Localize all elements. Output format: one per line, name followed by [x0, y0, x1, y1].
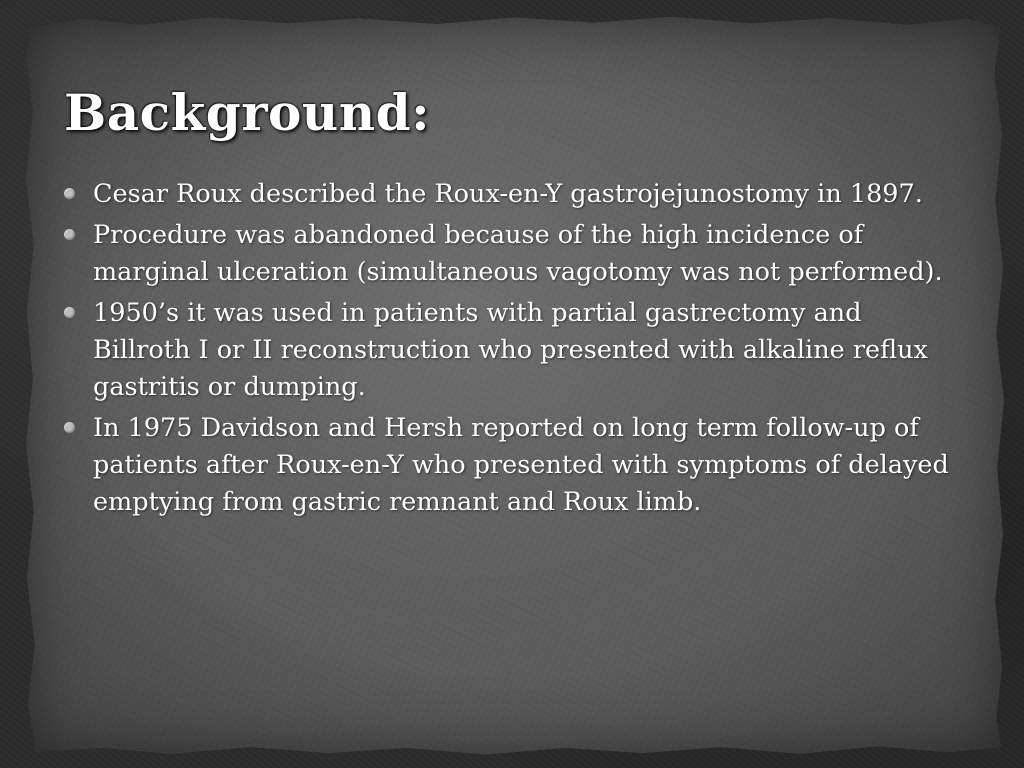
- bullet-text: In 1975 Davidson and Hersh reported on long term follow-up of patients after Roux-en-Y who presented with symptoms of delayed emptying from gastric remnant and Roux limb.: [93, 413, 949, 517]
- bullet-item: [64, 410, 964, 521]
- slide-title: Background:: [64, 83, 431, 142]
- bullet-text: 1950’s it was used in patients with partial gastrectomy and Billroth I or II reconstruction who presented with alkaline reflux gastritis or dumping.: [93, 298, 928, 402]
- bullet-text: Cesar Roux described the Roux-en-Y gastrojejunostomy in 1897.: [93, 179, 923, 209]
- bullet-dot-icon: [64, 229, 75, 240]
- bullet-dot-icon: [64, 422, 75, 433]
- bullet-text: Procedure was abandoned because of the high incidence of marginal ulceration (simultaneous vagotomy was not performed).: [93, 220, 943, 287]
- bullet-item: [64, 295, 964, 406]
- bullet-list: [64, 176, 964, 525]
- bullet-item: [64, 217, 964, 291]
- bullet-dot-icon: [64, 188, 75, 199]
- bullet-item: [64, 176, 964, 213]
- bullet-dot-icon: [64, 307, 75, 318]
